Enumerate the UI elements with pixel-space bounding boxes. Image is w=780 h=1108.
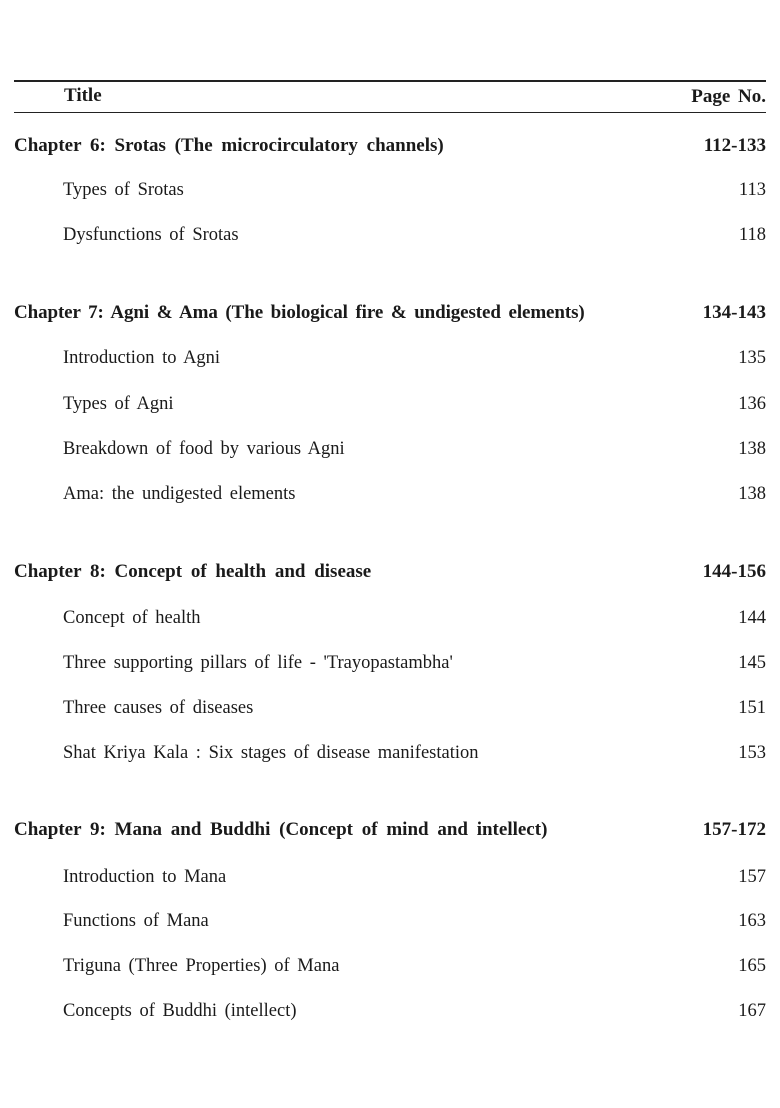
entry-page: 151 <box>738 698 766 718</box>
entry-title: Concepts of Buddhi (intellect) <box>63 1001 297 1021</box>
toc-entry[interactable] <box>14 605 766 631</box>
entry-title: Concept of health <box>63 608 201 628</box>
toc-entry[interactable] <box>14 481 766 507</box>
toc-entry[interactable] <box>14 953 766 979</box>
chapter-title: Chapter 8: Concept of health and disease <box>14 561 372 582</box>
chapter-title: Chapter 9: Mana and Buddhi (Concept of mind and intellect) <box>14 819 548 840</box>
chapter-page-range: 134-143 <box>702 302 766 323</box>
header-title-label: Title <box>64 85 102 106</box>
entry-title: Introduction to Agni <box>63 348 221 368</box>
entry-title: Types of Agni <box>63 394 174 414</box>
chapter-heading[interactable] <box>14 133 766 159</box>
entry-page: 118 <box>738 225 766 245</box>
chapter-page-range: 157-172 <box>702 819 766 840</box>
entry-title: Triguna (Three Properties) of Mana <box>63 956 340 976</box>
chapter-title: Chapter 6: Srotas (The microcirculatory channels) <box>14 135 444 156</box>
chapter-page-range: 144-156 <box>702 561 766 582</box>
header-rule <box>14 112 766 113</box>
entry-page: 153 <box>738 743 766 763</box>
entry-page: 157 <box>738 867 766 887</box>
entry-page: 144 <box>738 608 766 628</box>
toc-header <box>14 85 766 109</box>
table-of-contents <box>14 0 766 1108</box>
header-page-label: Page No. <box>691 86 766 107</box>
top-rule <box>14 80 766 82</box>
chapter-heading[interactable] <box>14 817 766 843</box>
chapter-page-range: 112-133 <box>703 135 766 156</box>
toc-entry[interactable] <box>14 345 766 371</box>
entry-title: Shat Kriya Kala : Six stages of disease manifestation <box>63 743 479 763</box>
toc-entry[interactable] <box>14 391 766 417</box>
toc-entry[interactable] <box>14 864 766 890</box>
entry-page: 167 <box>738 1001 766 1021</box>
chapter-heading[interactable] <box>14 559 766 585</box>
entry-title: Dysfunctions of Srotas <box>63 225 239 245</box>
toc-entry[interactable] <box>14 740 766 766</box>
entry-title: Three causes of diseases <box>63 698 254 718</box>
entry-page: 165 <box>738 956 766 976</box>
toc-entry[interactable] <box>14 650 766 676</box>
entry-title: Breakdown of food by various Agni <box>63 439 345 459</box>
toc-entry[interactable] <box>14 436 766 462</box>
entry-page: 135 <box>738 348 766 368</box>
toc-entry[interactable] <box>14 998 766 1024</box>
entry-page: 113 <box>738 180 766 200</box>
chapter-heading[interactable] <box>14 300 766 326</box>
toc-entry[interactable] <box>14 222 766 248</box>
entry-page: 163 <box>738 911 766 931</box>
entry-title: Three supporting pillars of life - 'Trayopastambha' <box>63 653 453 673</box>
toc-entry[interactable] <box>14 177 766 203</box>
entry-page: 136 <box>738 394 766 414</box>
entry-page: 138 <box>738 484 766 504</box>
entry-page: 138 <box>738 439 766 459</box>
toc-entry[interactable] <box>14 695 766 721</box>
entry-page: 145 <box>738 653 766 673</box>
chapter-title: Chapter 7: Agni & Ama (The biological fire & undigested elements) <box>14 302 585 323</box>
entry-title: Introduction to Mana <box>63 867 227 887</box>
entry-title: Types of Srotas <box>63 180 184 200</box>
entry-title: Ama: the undigested elements <box>63 484 296 504</box>
entry-title: Functions of Mana <box>63 911 209 931</box>
toc-entry[interactable] <box>14 908 766 934</box>
